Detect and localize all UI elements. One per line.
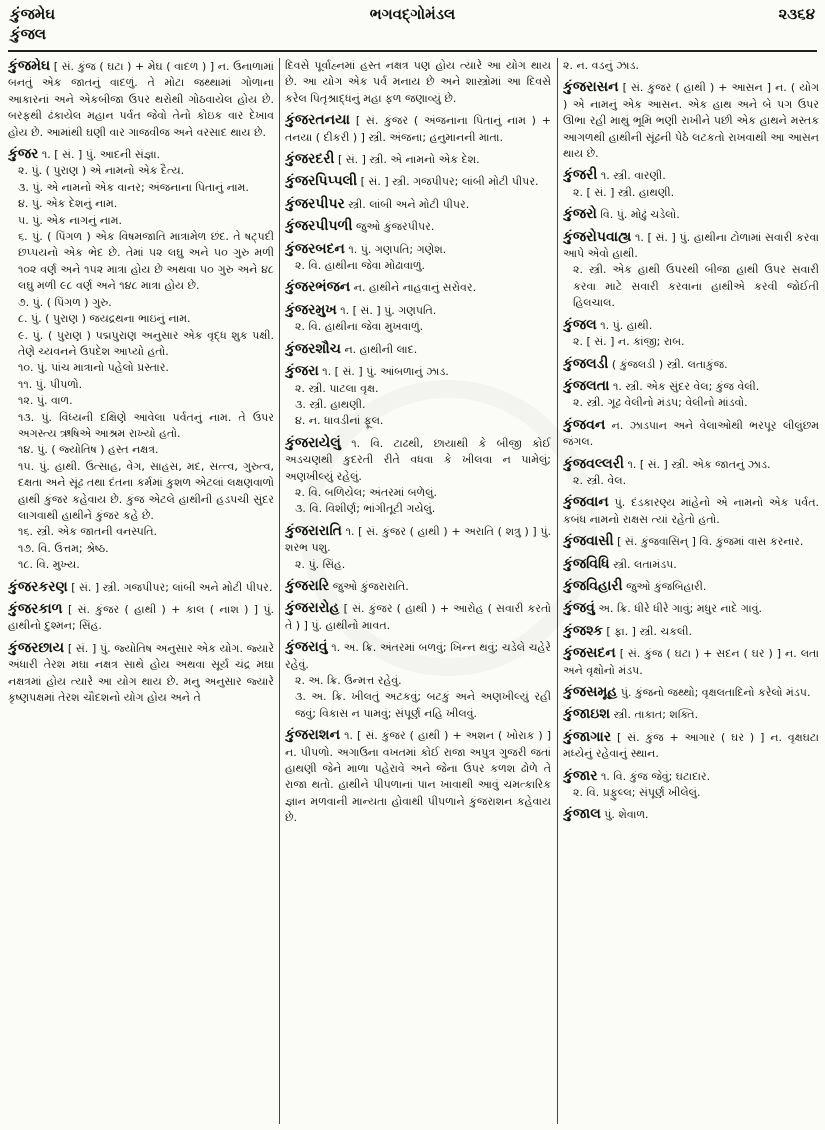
dictionary-entry	[563, 684, 819, 701]
entry-definition: જુઓ કુંજરારાતિ.	[332, 579, 409, 593]
entry-sense: ૨. વિ. પ્રફુલ્લ; સંપૂર્ણ ખીલેલું.	[573, 786, 701, 800]
entry-headword: કુંજરાશન	[285, 727, 341, 744]
entry-sense: ૧૪. પું. ( જ્યોતિષ ) હસ્ત નક્ષત્ર.	[18, 443, 159, 457]
entry-sense: ૨. સ્ત્રી. એક હાથી ઉપરથી બીજા હાથી ઉપર સવારી કરવા માટે સવારી કરવાના હાથીએ કરવી જોઈતી હિલચાલ.	[573, 263, 819, 310]
dictionary-entry	[563, 356, 819, 373]
dictionary-entry	[285, 363, 551, 430]
entry-definition: [ સં. ] સ્ત્રી. ગજપીપર; લાંબી મોટી પીપર.	[360, 175, 539, 189]
dictionary-entry	[285, 58, 551, 107]
entry-definition: [ સં. કુંજર ( અંજનાના પિતાનું નામ ) + તનયા ( દીકરી ) ] સ્ત્રી. અંજના; હનુમાનની માતા.	[285, 114, 551, 144]
entry-headword: કુંજલડી	[563, 355, 609, 372]
entry-headword: કુંજવન	[563, 416, 606, 433]
dictionary-entry	[563, 600, 819, 617]
entry-headword: કુંજવલ્લરી	[563, 455, 624, 472]
entry-sense: ૧૭. વિ. ઉત્તમ; શ્રેષ્ઠ.	[18, 541, 109, 555]
entry-headword: કુંજરારાતિ	[285, 522, 342, 539]
column-divider	[557, 58, 558, 1124]
dictionary-entry	[285, 196, 551, 213]
entry-headword: કુંજરો	[563, 206, 597, 223]
entry-headword: કુંજરપિપ્પલી	[285, 173, 358, 190]
entry-headword: કુંજમેઘ	[8, 58, 51, 74]
entry-sense: ૭. પું. ( પિંગળ ) ગુરુ.	[18, 295, 112, 309]
entry-headword: કુંજશ્ક	[563, 622, 603, 639]
entry-headword: કુંજસમૂહ	[563, 684, 618, 700]
entry-sense: ૩. અ. ક્રિ. ખીલતું અટકવું; બટકું અને અણખીલ્યું રહી જવું; વિકાસ ન પામવું; સંપૂર્ણ નહિ ખીલવું.	[295, 690, 551, 720]
page-header	[10, 4, 815, 50]
entry-definition: ૧. અ. ક્રિ. અંતરમાં બળવું; ખિન્ન થવું; ચડેલે ચહેરે રહેવું.	[285, 641, 551, 671]
dictionary-entry	[285, 302, 551, 336]
dictionary-entry	[285, 241, 551, 275]
entry-definition: ૧. [ સં. ] પું. આદની સંજ્ઞા.	[41, 148, 161, 162]
entry-headword: કુંજલતા	[563, 377, 610, 394]
entry-headword: કુંજરભંજન	[285, 279, 351, 296]
entry-headword: કુંજવિહારી	[563, 577, 623, 594]
entry-headword: કુંજલ	[563, 316, 597, 333]
dictionary-entry	[563, 768, 819, 802]
entry-headword: કુંજરારિ	[285, 577, 330, 594]
entry-sense: ૩. પું. એ નામનો એક વાનર; અંજનાના પિતાનું નામ.	[18, 180, 249, 194]
entry-sense: ૨. પું. સિંહ.	[295, 557, 346, 571]
entry-definition: [ સં. કુંજવાસિન્ ] વિ. કુંજમાં વાસ કરનાર.	[617, 535, 804, 549]
dictionary-entry	[285, 341, 551, 358]
entry-sense: ૧૩. પું. વિંધ્યની દક્ષિણે આવેલા પર્વતનું નામ. તે ઉપર અગસ્ત્ય ઋષિએ આશ્રમ રાખ્યો હતો.	[18, 410, 274, 440]
entry-headword: કુંજરારોહ	[285, 600, 340, 617]
dictionary-entry	[285, 173, 551, 190]
entry-headword: કુંજરદરી	[285, 151, 335, 168]
entry-definition: જુઓ કુંજરપીપર.	[355, 220, 435, 234]
dictionary-entry	[285, 578, 551, 595]
dictionary-entry	[8, 579, 274, 596]
entry-sense: ૪. પું. એક દેશનું નામ.	[18, 197, 118, 211]
entry-sense: ૨. વિ. હાથીના જેવા મોઢાવાળું.	[295, 259, 426, 273]
entry-definition: પું. કુંજનો જથ્થો; વૃક્ષલતાદિનો કરેલો મંડપ.	[620, 686, 811, 699]
dictionary-entry	[563, 556, 819, 573]
entry-definition: [ સં. કુંજ + આગાર ( ઘર ) ] ન. વૃક્ષઘટા મધ્યેનું રહેવાનું સ્થાન.	[563, 730, 819, 761]
dictionary-entry	[563, 167, 819, 201]
dictionary-entry	[285, 279, 551, 296]
entry-headword: કુંજરપીપળી	[285, 218, 353, 235]
dictionary-entry	[8, 58, 274, 141]
entry-sense: ૮. પું. ( પુરાણ ) જયદ્રથના ભાઇનું નામ.	[18, 312, 191, 326]
entry-definition: [ સં. ] પું. જ્યોતિષ અનુસાર એક યોગ. જ્યારે અંધારી તેરશ મઘા નક્ષત્ર સાથે હોય અથવા સૂર્ય ચંદ્ર મઘા નક્ષત્રમાં હોય ત્યારે આ યોગ થાય છે. મનુ અનુસાર જ્યારે કૃષ્ણપક્ષમાં તેરશ ચૌદશનો યોગ હોય અને તે	[8, 641, 274, 705]
entry-headword: કુંજરાયેલું	[285, 434, 341, 451]
entry-definition: [ સં. કુંજર ( હાથી ) + આરોહ ( સવારી કરતો તે ) ] પું. હાથીનો માવત.	[285, 602, 551, 632]
dictionary-entry	[563, 58, 819, 74]
dictionary-entry	[8, 640, 274, 707]
entry-sense: ૨. [ સં. ] સ્ત્રી. હાથણી.	[573, 185, 675, 199]
entry-headword: કુંજરતનયા	[285, 112, 350, 129]
entry-headword: કુંજવાસી	[563, 533, 614, 550]
dictionary-entry	[285, 112, 551, 146]
entry-sense: ૬. પું. ( પિંગળ ) એક વિષમજાતિ માત્રામેળ છંદ. તે ષટ્પદી છપ્પયનો એક ભેદ છે. તેમાં ૫૨ લઘુ અને ૫૦ ગુરુ મળી ૧૦૨ વર્ણ અને ૧૫૨ માત્રા હોય છે અથવા ૫૦ ગુરુ અને ૪૮ લઘુ મળી ૯૮ વર્ણ અને ૧૪૮ માત્રા હોય છે.	[18, 230, 274, 293]
entry-definition: ૧. પું. ગણપતિ; ગણેશ.	[348, 242, 447, 256]
entry-headword: કુંજરછાય	[8, 639, 65, 656]
entry-definition: પું. દંડકારણ્ય માંહેનો એ નામનો એક પર્વત. કબંધ નામનો રાક્ષસ ત્યાં રહેતો હતો.	[563, 496, 819, 526]
dictionary-entry	[285, 727, 551, 826]
entry-definition: ૧. [ સં. ] પું. આંબળાનું ઝાડ.	[322, 365, 449, 379]
entry-headword: કુંજર	[8, 146, 39, 163]
entry-definition: ૧. [ સં. ] સ્ત્રી. એક જાતનું ઝાડ.	[627, 457, 771, 471]
entry-sense: ૧૫. પું. હાથી. ઉત્સાહ, વેગ, સાહસ, મદ, સત્ત્વ, ગુરુત્વ, દક્ષતા અને સૂંઢ તથા દંતના કર્મમાં કુશળ એટલાં લક્ષણવાળો હાથી કુંજર કહેવાય છે. કુંજ એટલે હાથીની હડપચી સુંદર લાગવાથી હાથીને કુંજર કહે છે.	[18, 459, 274, 522]
dictionary-entry	[8, 601, 274, 635]
entry-definition: ન. ઝાડપાન અને વેલાઓથી ભરપૂર લીલુંછમ જંગલ.	[563, 418, 819, 449]
entry-definition: ૧. વિ. કુંજ જેવું; ઘટાદાર.	[600, 769, 711, 783]
entry-definition: વિ. પું. મોઢું ચડેલો.	[600, 208, 680, 222]
dictionary-entry	[563, 706, 819, 723]
entry-headword: કુંજરબદન	[285, 240, 345, 257]
column-1	[8, 58, 274, 1124]
dictionary-entry	[285, 639, 551, 722]
dictionary-entry	[563, 645, 819, 679]
entry-sense: ૩. વિ. વિશીર્ણ; ભાંગીતૂટી ગયેલું.	[295, 502, 436, 516]
dictionary-entry	[563, 417, 819, 451]
entry-definition: અ. ક્રિ. ધીરે ધીરે ગાવું; મધુર નાદે ગાવું.	[598, 602, 763, 616]
dictionary-entry	[563, 378, 819, 412]
entry-headword: કુંજરમુખ	[285, 301, 337, 318]
dictionary-entry	[285, 151, 551, 168]
entry-sense: ૫. પું. એક નાગનું નામ.	[18, 213, 122, 227]
dictionary-entry	[563, 229, 819, 312]
entry-headword: કુંજરકાળ	[8, 601, 63, 617]
entry-definition: [ ફા. ] સ્ત્રી. ચકલી.	[606, 624, 692, 638]
entry-headword: કુંજરપીપર	[285, 195, 345, 212]
entry-headword: કુંજાલ	[563, 806, 601, 823]
entry-sense: ૨. વિ. હાથીના જેવા મુખવાળું.	[295, 320, 424, 334]
entry-sense: ૪. ન. ધાવડીનાં ફૂલ.	[295, 414, 384, 428]
dictionary-entry	[563, 206, 819, 223]
dictionary-entry	[563, 578, 819, 595]
entry-definition: સ્ત્રી. તાકાત; શક્તિ.	[613, 708, 699, 722]
entry-definition: [ સં. કુંજ ( ઘટા ) + સદન ( ઘર ) ] ન. લતા અને વૃક્ષોનો મંડપ.	[563, 647, 819, 677]
entry-definition: ન. હાથીની લાદ.	[344, 342, 418, 356]
dictionary-entry	[285, 435, 551, 518]
entry-definition: ૧. [ સં. ] પું. હાથીના ટોળામાં સવારી કરવા આપે એવો હાથી.	[563, 230, 819, 261]
entry-sense: ૧૨. પું. વાળ.	[18, 394, 73, 408]
entry-sense: ૨. [ સં. ] ન. કાંજી; રાબ.	[573, 335, 685, 349]
dictionary-entry	[563, 533, 819, 550]
entry-headword: કુંજાગાર	[563, 728, 612, 745]
entry-definition: [ સં. ] સ્ત્રી. ગજપીપર; લાંબી અને મોટી પીપર.	[71, 580, 273, 594]
entry-definition: [ સં. કુંજર ( હાથી ) + આસન ] ન. ( યોગ ) એ નામનું એક આસન. એક હાથ અને બે પગ ઉપર ઊભા રહી માથું ભૂમિ ભણી રાખીને પછી એક હાથને મસ્તક આગળથી હાથીની સૂંઢની પેઠે લટકતો રાખવાથી આ આસન થાય છે.	[563, 81, 819, 161]
dictionary-entry	[563, 623, 819, 640]
entry-definition: ૧. [ સં. ] પું. ગણપતિ.	[340, 303, 437, 317]
entry-definition: ૧. સ્ત્રી. વારણી.	[600, 169, 666, 183]
dictionary-entry	[285, 218, 551, 235]
entry-sense: ૨. અ. ક્રિ. ઉન્મત્ત રહેવું.	[295, 674, 402, 687]
entry-headword: કુંજવાન	[563, 494, 609, 511]
entry-sense: ૧૧. પું. પીપળો.	[18, 377, 83, 391]
entry-sense: ૨. સ્ત્રી. ગૂઢ વેલીનો મંડપ; વેલીનો માંડવો.	[573, 396, 748, 410]
entry-sense: ૩. સ્ત્રી. હાથણી.	[295, 397, 366, 411]
guide-word-last: કુંજલ	[10, 25, 47, 43]
book-title: ભગવદ્ગોમંડલ	[369, 5, 456, 23]
dictionary-entry	[285, 600, 551, 634]
entry-definition: ૧. સ્ત્રી. એક સુંદર વેલ; કુંજ વેલી.	[612, 379, 760, 393]
dictionary-entry	[563, 806, 819, 823]
entry-definition: ૧. પું. હાથી.	[600, 318, 653, 332]
column-3	[563, 58, 819, 1124]
entry-sense: ૨. વિ. બળિયેલ; અંતરમાં બળેલું.	[295, 485, 437, 499]
entry-sense: ૨. સ્ત્રી. પાટલા વૃક્ષ.	[295, 381, 379, 395]
dictionary-entry	[563, 494, 819, 528]
dictionary-entry	[285, 523, 551, 573]
dictionary-entry	[563, 456, 819, 490]
header-rule	[8, 50, 817, 52]
dictionary-entry	[8, 146, 274, 574]
entry-sense: ૨. પું. ( પુરાણ ) એ નામનો એક દૈત્ય.	[18, 164, 185, 178]
entry-headword: કુંજસદન	[563, 645, 616, 662]
entry-definition: સ્ત્રી. લાંબી અને મોટી પીપર.	[348, 197, 470, 211]
dictionary-entry	[563, 317, 819, 351]
entry-headword: કુંજરી	[563, 167, 598, 184]
dictionary-entry	[563, 729, 819, 763]
column-divider	[279, 58, 280, 1124]
entry-headword: કુંજરાવું	[285, 639, 328, 656]
entry-definition: [ સં. કુંજર ( હાથી ) + કાલ ( નાશ ) ] પું. હાથીનો દુશ્મન; સિંહ.	[8, 603, 274, 633]
column-2	[285, 58, 551, 1124]
entry-sense: ૯. પું. ( પુરાણ ) પદ્મપુરાણ અનુસાર એક વૃદ્ધ શુક પક્ષી. તેણે ચ્યવનને ઉપદેશ આપ્યો હતો.	[18, 328, 274, 358]
entry-headword: કુંજરકરણ	[8, 578, 68, 595]
entry-sense: ૧૬. સ્ત્રી. એક જાતની વનસ્પતિ.	[18, 525, 158, 539]
entry-definition: પું. શેવાળ.	[604, 808, 649, 822]
entry-headword: કુંજરા	[285, 363, 319, 380]
entry-definition: જુઓ કુંજબિહારી.	[626, 579, 707, 593]
dictionary-entry	[563, 79, 819, 162]
entry-headword: કુંજરશૌચ	[285, 340, 341, 357]
entry-headword: કુંજાર	[563, 767, 598, 784]
entry-sense: ૨. સ્ત્રી. વેલ.	[573, 473, 627, 487]
entry-definition: [ સં. ] સ્ત્રી. એ નામનો એક દેશ.	[337, 153, 480, 167]
entry-headword: કુંજવું	[563, 600, 595, 617]
entry-definition: દિવસે પૂર્વાહ્નમાં હસ્ત નક્ષત્ર પણ હોય ત્યારે આ યોગ થાય છે. આ યોગ એક પર્વ મનાય છે અને શાસ્ત્રોમાં આ દિવસે કરેલ પિતૃશ્રાદ્ધનું મહા ફળ જણાવ્યું છે.	[285, 59, 551, 105]
entry-headword: કુંજાઇશ	[563, 706, 610, 723]
entry-definition: ૨. ન. વડનું ઝાડ.	[563, 59, 639, 72]
entry-sense: ૧૮. વિ. મુખ્ય.	[18, 558, 80, 572]
entry-definition: ૧. [ સં. કુંજર ( હાથી ) + અશન ( ખોરાક ) ] ન. પીપળો. અગાઉના વખતમાં કોઈ રાજા અપુત્ર ગુજરી જતાં હાથણી જેને માળા પહેરાવે અને જેના ઉપર કળશ ઢોળે તે રાજા થતો. હાથીને પીપળાનાં પાન ખાવાથી આવું ચમત્કારિક જ્ઞાન મળવાની માન્યતા હોવાથી પીપળાને કુંજરાશન કહેવાય છે.	[285, 729, 551, 825]
guide-word-first: કુંજમેઘ	[10, 5, 56, 23]
entry-definition: ( કુંજલડી ) સ્ત્રી. લતાકુંજ.	[611, 357, 728, 371]
entry-definition: ૧. વિ. ટાઢથી, છાયાથી કે બીજી કોઈ અડચણથી કુદરતી રીતે વધવા કે ખીલવા ન પામેલું; અણખીલ્યું રહેલું.	[285, 436, 551, 483]
entry-headword: કુંજરાસન	[563, 79, 619, 96]
entry-definition: [ સં. કુંજ ( ઘટા ) + મેઘ ( વાદળ ) ] ન. ઉનાળામાં બનતું એક જાતનું વાદળું. તે મોટા જથ્થામાં ગોળાના આકારનાં અને એકબીજા ઉપર થરોથી ગોઠવાયેલ હોય છે. બરફથી ઢંકાયેલ મહાન પર્વત જેવો તેનો કોઇક વાર દેખાવ હોય છે. આમાંથી ઘણી વાર ગાજવીજ અને વરસાદ થાય છે.	[8, 60, 274, 139]
entry-definition: સ્ત્રી. લતામંડપ.	[613, 557, 677, 571]
entry-definition: ૧. [ સં. કુંજર ( હાથી ) + અરાતિ ( શત્રુ ) ] પું. શરભ પશુ.	[285, 524, 551, 555]
entry-definition: ન. હાથીને નાહવાનું સરોવર.	[353, 281, 477, 295]
entry-headword: કુંજવિધિ	[563, 555, 610, 572]
entry-headword: કુંજરોપવાહ્ય	[563, 228, 632, 245]
page-number: ૨૩૬૪	[778, 5, 815, 23]
entry-sense: ૧૦. પું. પાંચ માત્રાનો પહેલો પ્રસ્તાર.	[18, 361, 169, 375]
